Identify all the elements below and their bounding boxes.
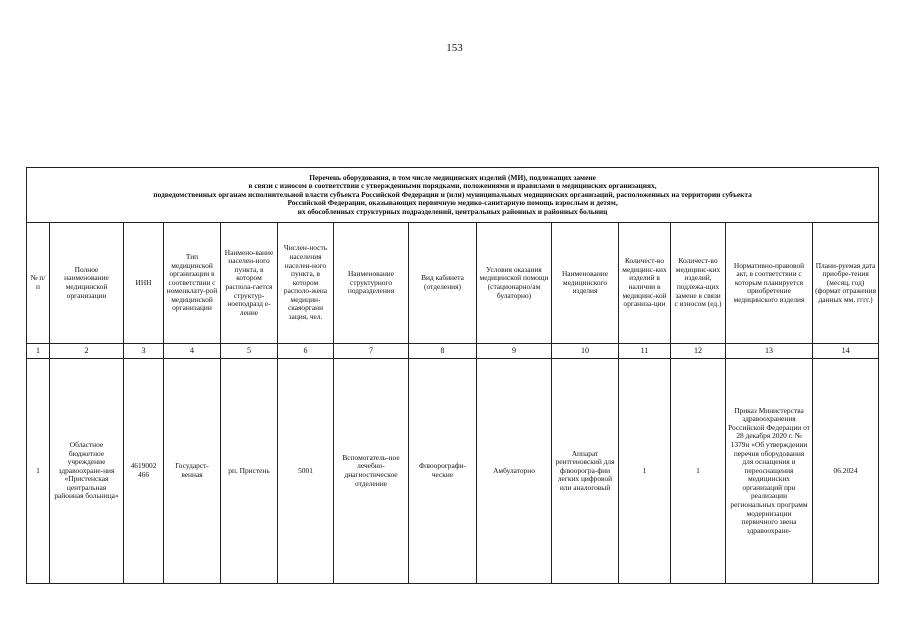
table-cell: Приказ Министерства здравоохранения Российской Федерации от 28 декабря 2020 г. № 1379н «Об утверждении перечня оборудования для оснащения и переоснащения медицинских организаций при реализации региональных программ модернизации первичного звена здравоохране- xyxy=(726,359,813,584)
column-header: Наименование структурного подразделения xyxy=(334,223,409,344)
column-number: 3 xyxy=(124,344,164,359)
column-number: 2 xyxy=(50,344,124,359)
column-number: 14 xyxy=(813,344,879,359)
column-number: 11 xyxy=(619,344,671,359)
title-line: подведомственных органам исполнительной власти субъекта Российской Федерации и (или) муниципальных медицинских организаций, расположенных на территории субъекта xyxy=(153,189,752,199)
column-number: 4 xyxy=(164,344,221,359)
table-cell: Аппарат рентгеновский для флюорогра-фии легких цифровой или аналоговый xyxy=(552,359,619,584)
title-line: их обособленных структурных подразделений, центральных районных и районных больниц xyxy=(297,206,608,216)
table-cell: Областное бюджетное учреждение здравоохране-ния «Пристенская центральная районная больница» xyxy=(50,359,124,584)
column-header: Наимено-вание населен-ного пункта, в котором распола-гается структур-ноеподразд е-ление xyxy=(221,223,278,344)
column-header: Условия оказания медицинской помощи (стационарно/ам булаторно) xyxy=(477,223,552,344)
column-header: Наименование медицинского изделия xyxy=(552,223,619,344)
table-cell: 5001 xyxy=(278,359,334,584)
page-number: 153 xyxy=(446,42,463,54)
table-cell: Амбулаторно xyxy=(477,359,552,584)
column-header: Количест-во медицинс-ких изделий в наличии в медицинс-кой организа-ции xyxy=(619,223,671,344)
table-cell: 1 xyxy=(619,359,671,584)
column-number: 5 xyxy=(221,344,278,359)
column-header: Плани-руемая дата приобре-тения (месяц, год) (формат отражения данных мм. гггг.) xyxy=(813,223,879,344)
title-line: в связи с износом в соответствии с утвержденными порядками, положениями и правилами в медицинских организациях, xyxy=(248,181,657,191)
column-number: 12 xyxy=(671,344,726,359)
table-cell: Флюорографи-ческие xyxy=(409,359,477,584)
column-header: Вид кабинета (отделения) xyxy=(409,223,477,344)
table-cell: 06.2024 xyxy=(813,359,879,584)
title-line: Перечень оборудования, в том числе медицинских изделий (МИ), подлежащих замене xyxy=(309,172,596,182)
column-number: 13 xyxy=(726,344,813,359)
column-number-row xyxy=(27,344,879,359)
column-number: 8 xyxy=(409,344,477,359)
column-number: 6 xyxy=(278,344,334,359)
table-cell: 1 xyxy=(671,359,726,584)
column-header: ИНН xyxy=(124,223,164,344)
column-header: Числен-ность населения населен-ного пункта, в котором располо-жена медицин-скаяоргани зация, чел. xyxy=(278,223,334,344)
column-number: 7 xyxy=(334,344,409,359)
column-header: Количест-во медицинс-ких изделий, подлежа-щих замене в связи с износом (ед.) xyxy=(671,223,726,344)
table-cell: 4619002 466 xyxy=(124,359,164,584)
title-line: Российской Федерации, оказывающих первичную медико-санитарную помощь взрослым и детям, xyxy=(287,198,618,208)
table-row xyxy=(27,359,879,584)
column-header: № п/п xyxy=(27,223,50,344)
header-row xyxy=(27,223,879,344)
column-header: Полное наименование медицинской организации xyxy=(50,223,124,344)
column-header: Тип медицинской организации в соответствии с номенклату-рой медицинской организации xyxy=(164,223,221,344)
column-header: Нормативно-правовой акт, в соответствии с которым планируется приобретение медицинского изделия xyxy=(726,223,813,344)
table-title xyxy=(27,168,879,223)
table-cell: Государст-венная xyxy=(164,359,221,584)
equipment-table xyxy=(26,167,879,584)
column-number: 1 xyxy=(27,344,50,359)
column-number: 9 xyxy=(477,344,552,359)
table-cell: Вспомогатель-ное лечебно-диагностическое отделение xyxy=(334,359,409,584)
table-cell: 1 xyxy=(27,359,50,584)
table-cell: рп. Пристень xyxy=(221,359,278,584)
column-number: 10 xyxy=(552,344,619,359)
